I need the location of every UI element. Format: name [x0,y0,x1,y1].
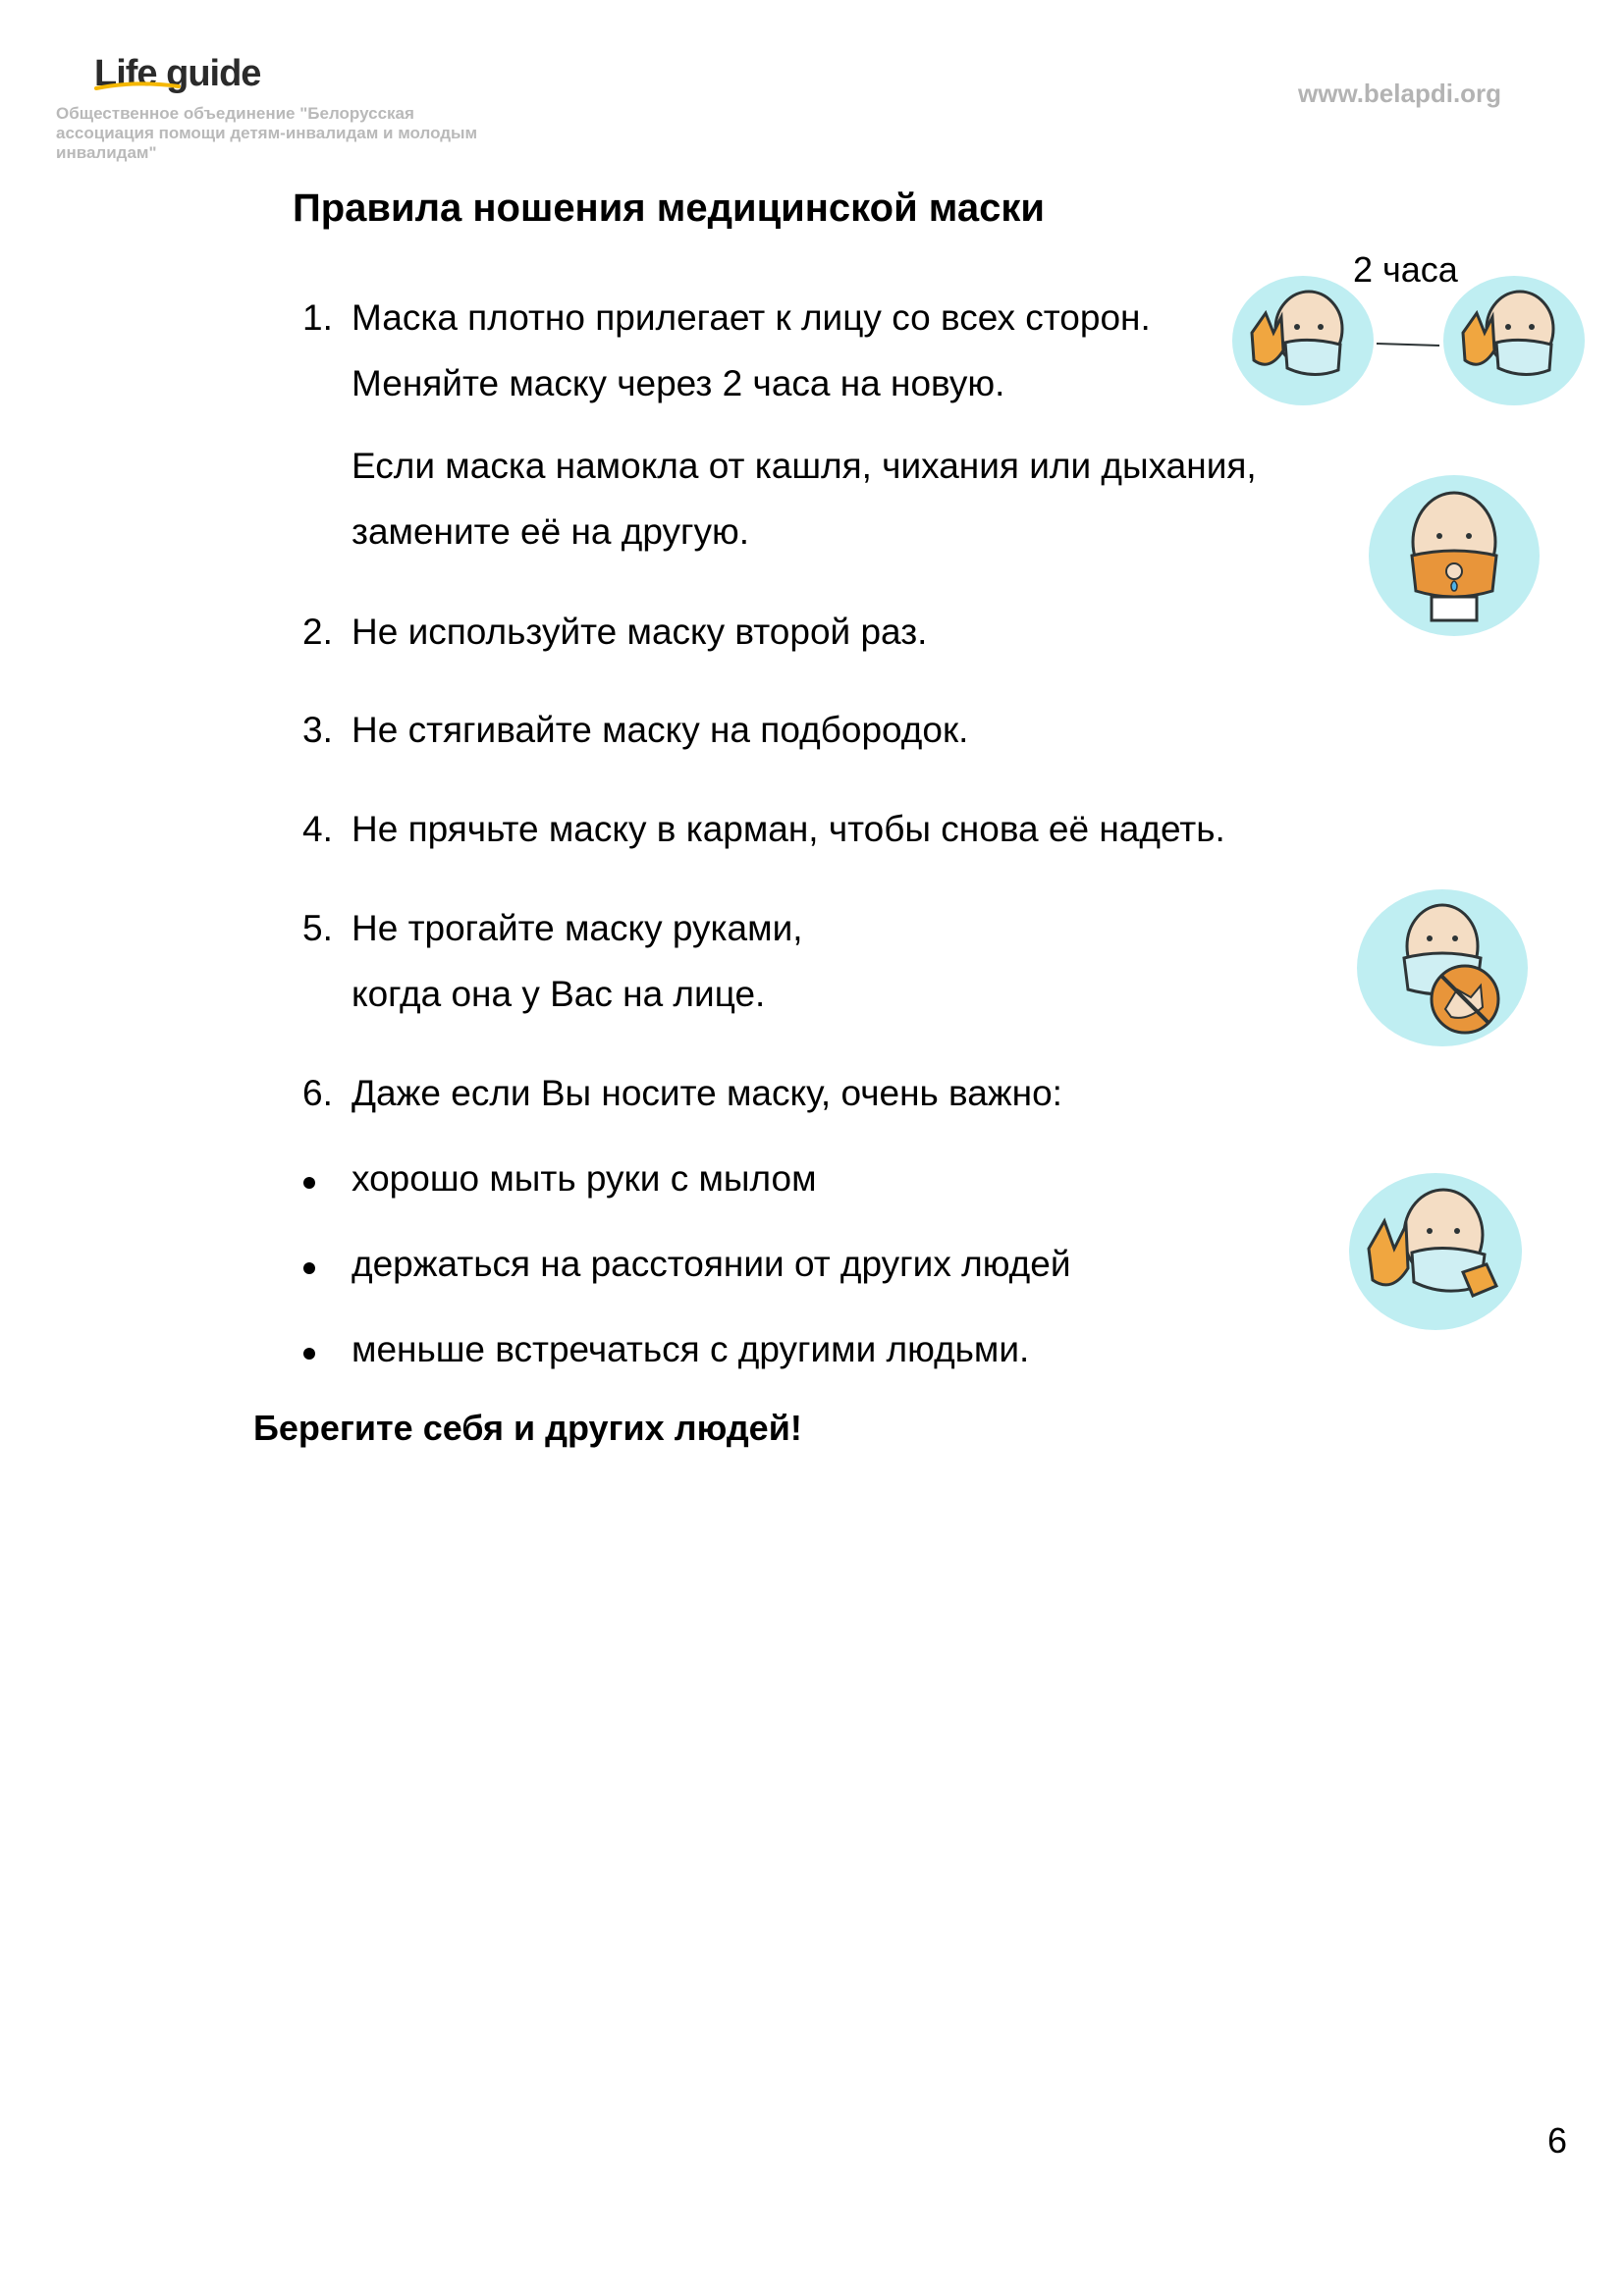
rule-2-text: Не используйте маску второй раз. [352,612,928,652]
rule-1-line-3: Если маска намокла от кашля, чихания или дыхания, [352,446,1257,486]
page-title: Правила ношения медицинской маски [293,187,1045,230]
rule-5-number: 5. [302,908,333,948]
bullet-item-1: хорошо мыть руки с мылом [352,1158,817,1199]
mask-on-icon [1347,1170,1530,1333]
bullet-dot [303,1348,315,1360]
rule-3-number: 3. [302,710,333,750]
time-label: 2 часа [1353,249,1458,290]
time-connector-icon [1375,338,1443,351]
rule-5-line-1: Не трогайте маску руками, [352,908,803,948]
bullet-item-3: меньше встречаться с другими людьми. [352,1329,1030,1369]
rule-4-number: 4. [302,809,333,849]
page-number: 6 [1547,2120,1568,2161]
closing-message: Берегите себя и других людей! [253,1408,802,1448]
rule-3-text: Не стягивайте маску на подбородок. [352,710,969,750]
rule-6-number: 6. [302,1073,333,1113]
rule-2-number: 2. [302,612,333,652]
bullet-dot [303,1262,315,1274]
no-touch-mask-icon [1355,887,1530,1048]
rule-1-number: 1. [302,297,333,338]
life-guide-logo: Life guide [94,53,261,94]
mask-on-icon [1441,274,1587,407]
rule-1-line-1: Маска плотно прилегает к лицу со всех сторон. [352,297,1151,338]
rule-1-line-4: замените её на другую. [352,511,750,552]
website-link[interactable]: www.belapdi.org [1298,79,1502,108]
rule-1-line-2: Меняйте маску через 2 часа на новую. [352,363,1005,403]
bullet-dot [303,1177,315,1189]
rule-4-text: Не прячьте маску в карман, чтобы снова её надеть. [352,809,1225,849]
organization-name: Общественное объединение "Белорусская ассоциация помощи детям-инвалидам и молодым инвалидам" [56,104,478,162]
wet-mask-icon [1367,473,1542,638]
rule-6-text: Даже если Вы носите маску, очень важно: [352,1073,1062,1113]
logo-swoosh-icon [94,80,181,92]
mask-on-icon [1230,274,1376,407]
bullet-item-2: держаться на расстоянии от других людей [352,1244,1071,1284]
rule-5-line-2: когда она у Вас на лице. [352,974,766,1014]
